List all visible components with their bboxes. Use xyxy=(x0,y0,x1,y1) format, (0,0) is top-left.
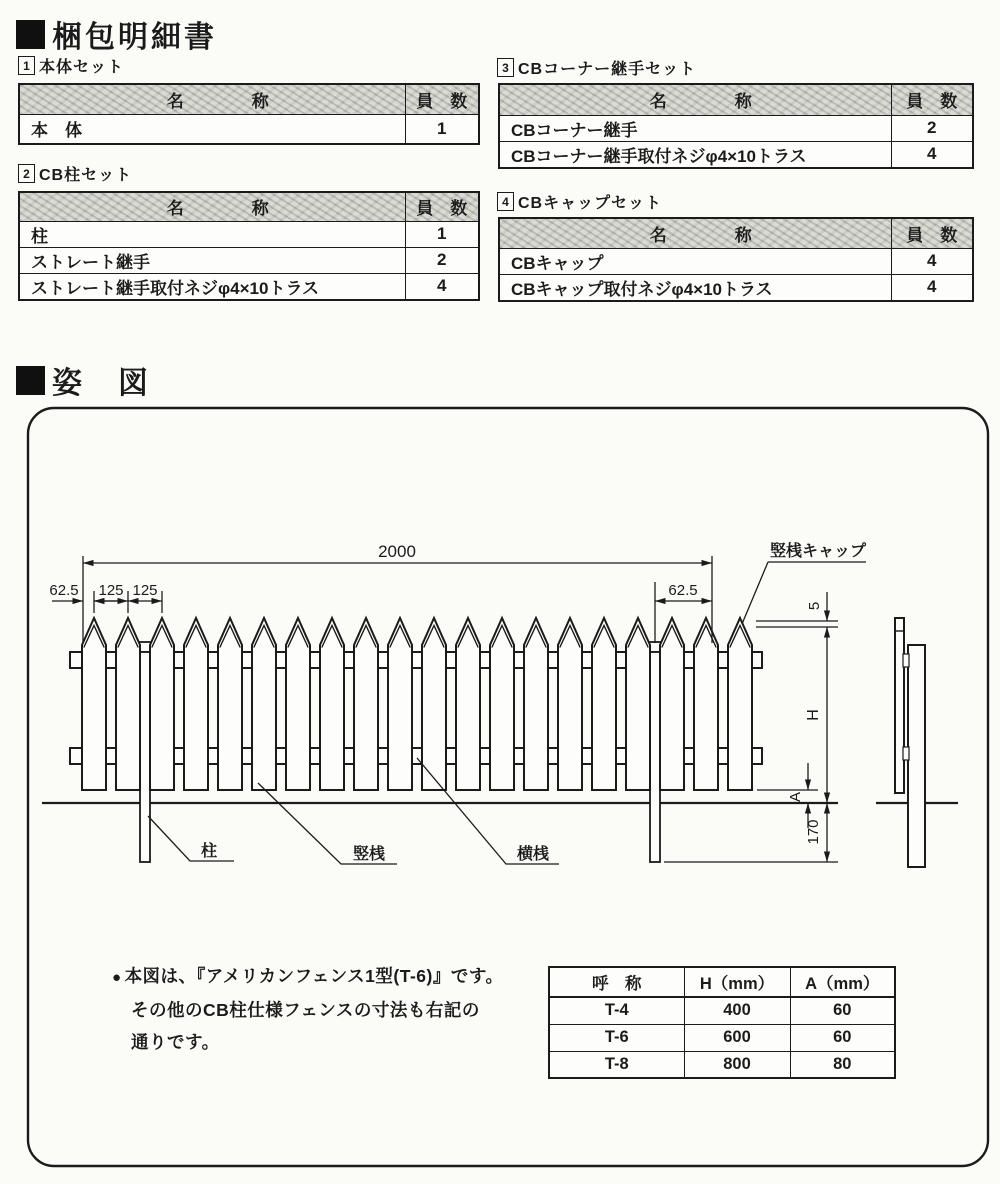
size-spec-table xyxy=(548,966,896,1079)
set4-header-row xyxy=(499,218,973,248)
item-qty: 4 xyxy=(405,273,479,300)
dim-overall-width: 2000 xyxy=(378,542,416,561)
col-qty-header: 員 数 xyxy=(405,192,479,221)
figure-title-text: 姿 図 xyxy=(52,367,151,400)
table-row xyxy=(19,221,479,247)
col-qty-header: 員 数 xyxy=(405,84,479,114)
set3-label-text: CBコーナー継手セット xyxy=(518,61,697,78)
section-marker xyxy=(16,20,45,49)
dim-height: H xyxy=(805,709,822,721)
dim-pitch-a: 125 xyxy=(98,582,124,599)
table-row xyxy=(499,248,973,274)
item-name: 本 体 xyxy=(19,114,405,144)
extension-lines xyxy=(83,556,838,862)
horizontal-rails xyxy=(70,652,762,764)
col-name-header: 名 称 xyxy=(19,84,405,114)
set1-label-text: 本体セット xyxy=(39,59,125,76)
spec-row: T-4 400 60 xyxy=(549,997,895,1024)
side-view xyxy=(895,618,925,867)
item-name: CBコーナー継手 xyxy=(499,115,891,141)
set4-label-text: CBキャップセット xyxy=(518,195,662,212)
left-post xyxy=(137,642,153,862)
item-name: ストレート継手 xyxy=(19,247,405,273)
set1-label xyxy=(18,54,124,77)
section-marker xyxy=(16,366,45,395)
item-qty: 4 xyxy=(891,141,973,168)
item-qty: 1 xyxy=(405,221,479,247)
set1-number-box: 1 xyxy=(18,56,35,75)
spec-row: T-8 800 80 xyxy=(549,1051,895,1078)
dim-cap-gap: 5 xyxy=(806,601,823,611)
dim-pitch-b: 125 xyxy=(132,582,158,599)
spec-header-row xyxy=(549,967,895,997)
dim-embed-depth: 170 xyxy=(805,819,822,845)
figure-title xyxy=(16,358,151,402)
set1-table xyxy=(18,83,480,145)
item-qty: 4 xyxy=(891,274,973,301)
set4-label xyxy=(497,190,662,213)
figure-note xyxy=(112,960,532,1058)
pickets xyxy=(82,618,752,790)
packing-list-title xyxy=(16,12,217,56)
table-row xyxy=(19,247,479,273)
set3-header-row xyxy=(499,84,973,115)
table-row xyxy=(19,114,479,144)
item-name: CBキャップ取付ネジφ4×10トラス xyxy=(499,274,891,301)
note-line: ● 本図は、『アメリカンフェンス1型(T-6)』です。 xyxy=(112,966,504,986)
note-line: 通りです。 xyxy=(131,1032,220,1052)
item-name: ストレート継手取付ネジφ4×10トラス xyxy=(19,273,405,300)
leader-lines xyxy=(148,562,866,864)
table-row xyxy=(499,115,973,141)
dim-ground-gap: A xyxy=(787,791,804,803)
spec-col-a: A（mm） xyxy=(790,967,895,997)
table-row xyxy=(19,273,479,300)
set2-table xyxy=(18,191,480,301)
label-post: 柱 xyxy=(200,843,218,860)
label-picket: 竪桟 xyxy=(352,846,386,863)
label-picket-cap: 竪桟キャップ xyxy=(770,543,867,560)
dimension-lines xyxy=(52,563,827,862)
item-name: 柱 xyxy=(19,221,405,247)
item-qty: 4 xyxy=(891,248,973,274)
set2-header-row xyxy=(19,192,479,221)
table-row xyxy=(499,274,973,301)
item-qty: 2 xyxy=(891,115,973,141)
set2-label xyxy=(18,162,132,185)
spec-col-name: 呼 称 xyxy=(549,967,684,997)
set1-header-row xyxy=(19,84,479,114)
set3-number-box: 3 xyxy=(497,58,514,77)
note-line: その他のCB柱仕様フェンスの寸法も右記の xyxy=(131,1000,480,1020)
item-qty: 2 xyxy=(405,247,479,273)
dim-right-offset: 62.5 xyxy=(668,582,698,599)
col-qty-header: 員 数 xyxy=(891,84,973,115)
item-name: CBコーナー継手取付ネジφ4×10トラス xyxy=(499,141,891,168)
dim-left-offset: 62.5 xyxy=(49,582,79,599)
note-bullet-icon: ● xyxy=(112,969,122,986)
spec-col-h: H（mm） xyxy=(684,967,790,997)
col-qty-header: 員 数 xyxy=(891,218,973,248)
spec-row: T-6 600 60 xyxy=(549,1024,895,1051)
label-rail: 横桟 xyxy=(516,846,550,863)
col-name-header: 名 称 xyxy=(499,84,891,115)
item-qty: 1 xyxy=(405,114,479,144)
set2-number-box: 2 xyxy=(18,164,35,183)
table-row xyxy=(499,141,973,168)
col-name-header: 名 称 xyxy=(499,218,891,248)
set2-label-text: CB柱セット xyxy=(39,167,133,184)
set4-number-box: 4 xyxy=(497,192,514,211)
set3-label xyxy=(497,56,696,79)
col-name-header: 名 称 xyxy=(19,192,405,221)
item-name: CBキャップ xyxy=(499,248,891,274)
right-post xyxy=(647,642,663,862)
set4-table xyxy=(498,217,974,302)
set3-table xyxy=(498,83,974,169)
packing-list-title-text: 梱包明細書 xyxy=(52,21,217,54)
